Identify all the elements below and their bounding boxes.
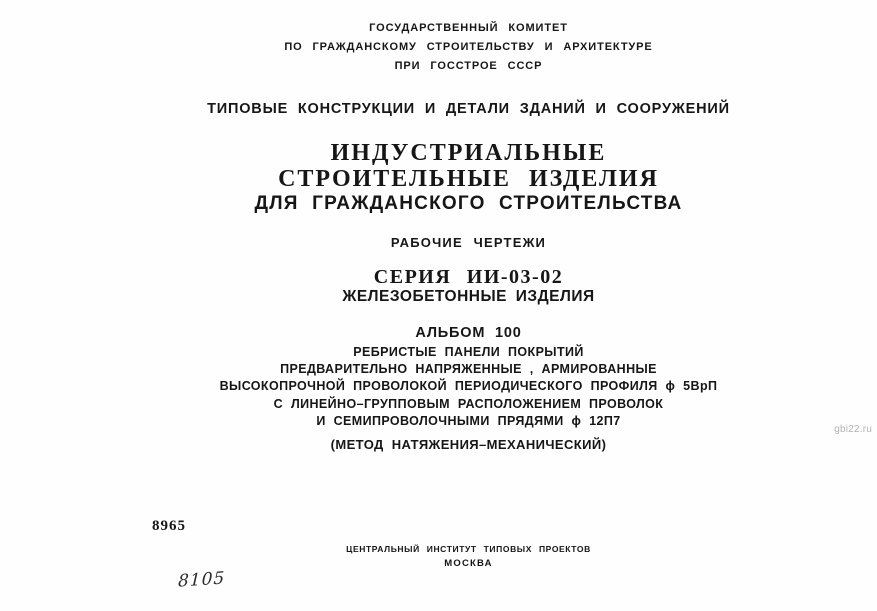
main-title-line-3: ДЛЯ ГРАЖДАНСКОГО СТРОИТЕЛЬСТВА: [254, 193, 683, 214]
album-desc-line-5: И СЕМИПРОВОЛОЧНЫМИ ПРЯДЯМИ ϕ 12П7: [316, 414, 621, 428]
album-desc-line-1: РЕБРИСТЫЕ ПАНЕЛИ ПОКРЫТИЙ: [353, 345, 584, 359]
publisher-city: МОСКВА: [444, 558, 493, 569]
series-kind: ЖЕЛЕЗОБЕТОННЫЕ ИЗДЕЛИЯ: [342, 288, 595, 305]
series-number: СЕРИЯ ИИ-03-02: [373, 266, 564, 288]
committee-line-1: ГОСУДАРСТВЕННЫЙ КОМИТЕТ: [369, 22, 568, 34]
tensioning-method-line: (МЕТОД НАТЯЖЕНИЯ–МЕХАНИЧЕСКИЙ): [330, 437, 607, 452]
publisher-line: ЦЕНТРАЛЬНЫЙ ИНСТИТУТ ТИПОВЫХ ПРОЕКТОВ: [346, 544, 591, 554]
handwritten-inventory-number: 8105: [177, 568, 226, 592]
album-desc-line-2: ПРЕДВАРИТЕЛЬНО НАПРЯЖЕННЫЕ , АРМИРОВАННЫЕ: [280, 362, 657, 376]
committee-line-3: ПРИ ГОССТРОЕ СССР: [394, 60, 543, 72]
main-title-line-2: СТРОИТЕЛЬНЫЕ ИЗДЕЛИЯ: [278, 166, 659, 192]
album-heading: АЛЬБОМ 100: [415, 325, 522, 341]
album-desc-line-3: ВЫСОКОПРОЧНОЙ ПРОВОЛОКОЙ ПЕРИОДИЧЕСКОГО ПРОФИЛЯ ϕ 5ВрП: [219, 379, 718, 393]
order-number: 8965: [152, 518, 186, 534]
committee-line-2: ПО ГРАЖДАНСКОМУ СТРОИТЕЛЬСТВУ И АРХИТЕКТУРЕ: [284, 41, 653, 53]
series-banner: ТИПОВЫЕ КОНСТРУКЦИИ И ДЕТАЛИ ЗДАНИЙ И СООРУЖЕНИЙ: [207, 101, 730, 117]
main-title-line-1: ИНДУСТРИАЛЬНЫЕ: [330, 140, 607, 166]
site-watermark: gbi22.ru: [834, 424, 872, 435]
subtitle-working-drawings: РАБОЧИЕ ЧЕРТЕЖИ: [390, 235, 547, 250]
album-desc-line-4: С ЛИНЕЙНО–ГРУППОВЫМ РАСПОЛОЖЕНИЕМ ПРОВОЛОК: [273, 397, 664, 411]
